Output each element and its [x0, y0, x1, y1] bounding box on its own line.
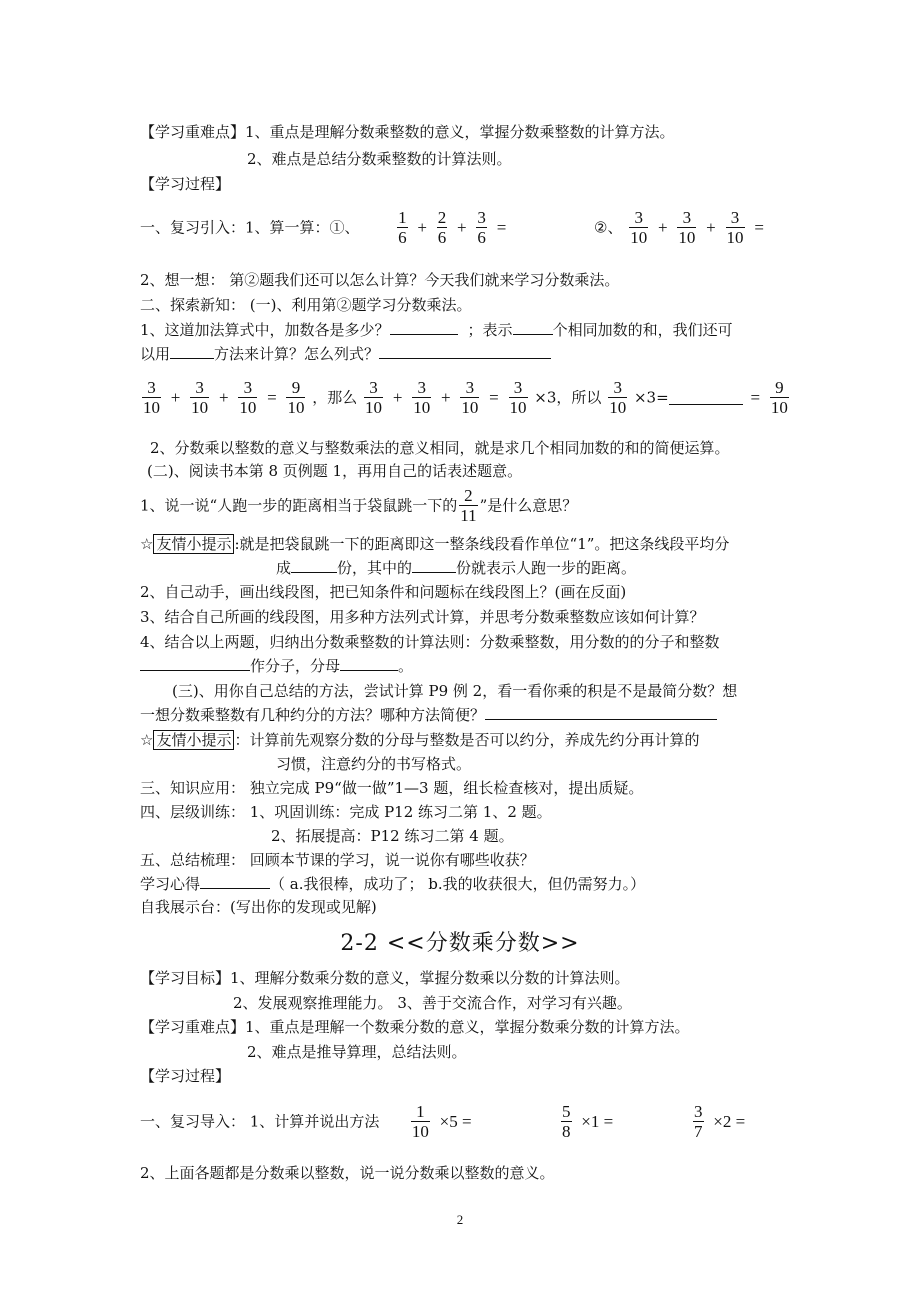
answer-blank[interactable] — [513, 320, 553, 335]
fraction: $\frac{3}{10}$ — [191, 378, 209, 417]
answer-blank[interactable] — [170, 344, 214, 359]
hint-1-line-2: 成 份，其中的 份就表示人跑一步的距离。 — [276, 559, 637, 577]
fraction: $\frac{3}{10}$ — [461, 378, 479, 417]
answer-blank[interactable] — [291, 558, 337, 573]
key-points-label: 【学习重难点】 — [140, 1018, 246, 1036]
answer-blank[interactable] — [200, 874, 270, 889]
fraction: $\frac{5}{8}$ — [562, 1102, 571, 1141]
explore-line: 二、探索新知： (一)、利用第②题学习分数乘法。 — [140, 296, 472, 314]
fraction: $\frac{3}{6}$ — [477, 208, 486, 247]
xinde-line: 学习心得 （ a.我很棒，成功了； b.我的收获很大，但仍需努力。） — [140, 875, 646, 893]
step-4-line-2: 作分子，分母 。 — [140, 656, 413, 676]
key-points-line-1 — [140, 122, 675, 142]
say-line: 1、说一说“人跑一步的距离相当于袋鼠跳一下的 $\frac{2}{11}$ ”是什么意思？ — [140, 486, 578, 525]
review-expr-sec2-2: $\frac{5}{8}$ ×1 = — [562, 1102, 614, 1141]
fraction: $\frac{9}{10}$ — [770, 378, 788, 417]
fraction: $\frac{3}{10}$ — [678, 208, 696, 247]
answer-blank[interactable] — [340, 656, 398, 671]
step-2: 2、自己动手，画出线段图，把已知条件和问题标在线段图上？(画在反面) — [140, 583, 627, 601]
fraction: $\frac{3}{7}$ — [694, 1102, 703, 1141]
step-4: 4、结合以上两题，归纳出分数乘整数的计算法则：分数乘整数，用分数的的分子和整数 — [140, 633, 720, 651]
fraction: $\frac{3}{10}$ — [413, 378, 431, 417]
fraction: $\frac{3}{10}$ — [239, 378, 257, 417]
answer-blank[interactable] — [379, 344, 551, 359]
goal-line-1: 【学习目标】1、理解分数乘分数的意义，掌握分数乘以分数的计算法则。 — [140, 969, 630, 987]
question-2-sec2: 2、上面各题都是分数乘以整数，说一说分数乘以整数的意义。 — [140, 1164, 555, 1182]
review-line: 一、复习引入：1、算一算：①、 $\frac{1}{6}$ + $\frac{2}{6}$ + $\frac{3}{6}$ = — [140, 208, 507, 247]
answer-blank[interactable] — [390, 320, 458, 335]
level-line: 四、层级训练： 1、巩固训练：完成 P12 练习二第 1、2 题。 — [140, 803, 552, 821]
answer-blank[interactable] — [485, 705, 717, 720]
star-icon: ☆ — [140, 535, 154, 553]
show-line: 自我展示台：(写出你的发现或见解) — [140, 898, 377, 916]
review-expr-2: ②、 $\frac{3}{10}$ + $\frac{3}{10}$ + $\frac{3}{10}$ = — [594, 208, 764, 247]
step-5: (三)、用你自己总结的方法，尝试计算 P9 例 2，看一看你乘的积是不是最简分数？想 — [172, 682, 738, 700]
fraction: $\frac{3}{10}$ — [609, 378, 627, 417]
step-3: 3、结合自己所画的线段图，用多种方法列式计算，并思考分数乘整数应该如何计算？ — [140, 608, 705, 626]
meaning-line: 2、分数乘以整数的意义与整数乘法的意义相同，就是求几个相同加数的和的简便运算。 — [150, 439, 730, 457]
apply-line: 三、知识应用： 独立完成 P9“做一做”1—3 题，组长检查核对，提出质疑。 — [140, 779, 644, 797]
goal-label: 【学习目标】 — [140, 969, 231, 987]
fraction: $\frac{3}{10}$ — [726, 208, 744, 247]
fraction: $\frac{3}{10}$ — [365, 378, 383, 417]
answer-blank[interactable] — [140, 656, 250, 671]
step-5-line-2: 一想分数乘整数有几种约分的方法？哪种方法简便？ — [140, 705, 717, 725]
key-points-label: 【学习重难点】 — [140, 123, 246, 141]
goal-line-2: 2、发展观察推理能力。 3、善于交流合作，对学习有兴趣。 — [233, 994, 632, 1012]
fraction: $\frac{3}{10}$ — [509, 378, 527, 417]
review-expr-sec2-3: $\frac{3}{7}$ ×2 = — [694, 1102, 746, 1141]
hint-label: 友情小提示 — [153, 730, 234, 750]
fraction: $\frac{9}{10}$ — [287, 378, 305, 417]
level-line-2: 2、拓展提高：P12 练习二第 4 题。 — [271, 827, 514, 845]
fraction: $\frac{2}{11}$ — [460, 486, 477, 525]
fraction: $\frac{1}{6}$ — [398, 208, 407, 247]
key-points-line-sec2: 【学习重难点】1、重点是理解一个数乘分数的意义，掌握分数乘分数的计算方法。 — [140, 1018, 690, 1036]
star-icon: ☆ — [140, 731, 154, 749]
page-number: 2 — [456, 1212, 464, 1227]
process-label-sec2: 【学习过程】 — [140, 1067, 231, 1085]
fraction: $\frac{2}{6}$ — [437, 208, 447, 247]
question-1-line: 1、这道加法算式中，加数各是多少？ ；表示 个相同加数的和，我们还可 — [140, 321, 733, 339]
hint-2-line: ☆ 友情小提示 ：计算前先观察分数的分母与整数是否可以约分，养成先约分再计算的 — [140, 731, 700, 749]
fraction: $\frac{3}{10}$ — [630, 208, 648, 247]
answer-blank[interactable] — [669, 390, 743, 405]
key-point-1: 1、重点是理解分数乘整数的意义，掌握分数乘整数的计算方法。 — [245, 123, 675, 141]
answer-blank[interactable] — [412, 558, 456, 573]
fraction: $\frac{1}{10}$ — [411, 1102, 429, 1141]
hint-2-line-2: 习惯，注意约分的书写格式。 — [276, 755, 472, 773]
hint-label: 友情小提示 — [153, 534, 234, 554]
read-line: (二)、阅读书本第 8 页例题 1，再用自己的话表述题意。 — [147, 462, 523, 480]
review-line-sec2: 一、复习导入： 1、计算并说出方法 $\frac{1}{10}$ ×5 = — [140, 1102, 472, 1141]
fraction: $\frac{3}{10}$ — [143, 378, 160, 417]
question-1-line-2: 以用 方法来计算？怎么列式？ — [140, 344, 551, 364]
key-point-2: 2、难点是总结分数乘整数的计算法则。 — [247, 150, 512, 168]
review-intro: 一、复习引入：1、算一算：①、 — [140, 218, 360, 237]
process-label: 【学习过程】 — [140, 175, 231, 193]
summary-line: 五、总结梳理： 回顾本节课的学习，说一说你有哪些收获？ — [140, 851, 535, 869]
think-line: 2、想一想： 第②题我们还可以怎么计算？今天我们就来学习分数乘法。 — [140, 271, 620, 289]
key-point-2-sec2: 2、难点是推导算理，总结法则。 — [247, 1043, 467, 1061]
equation-line: $\frac{3}{10}$ + $\frac{3}{10}$ + $\frac{3}{10}$ = $\frac{9}{10}$ ，那么 $\frac{3}{10}$ + $\frac{3}{10}$ + $\frac{3}{10}$ = $\frac{3}{10}$ ×3，所以 $\frac{3}{10}$ ×3= = $\frac{9}{10}$ — [143, 378, 788, 417]
section-title: 2-2 <<分数乘分数>> — [340, 931, 580, 956]
hint-1-line: ☆ 友情小提示 :就是把袋鼠跳一下的距离即这一整条线段看作单位“1”。把这条线段平均分 — [140, 535, 730, 553]
